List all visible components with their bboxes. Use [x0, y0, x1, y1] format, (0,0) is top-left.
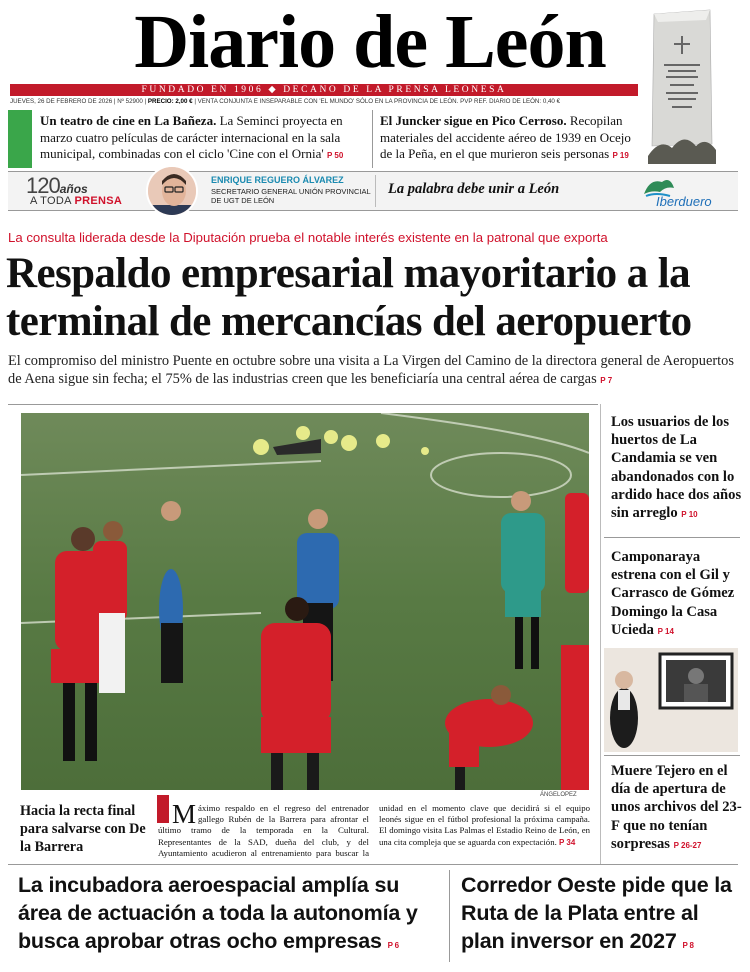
divider	[8, 864, 738, 865]
photo-credit: ÁNGELOPEZ	[540, 792, 577, 798]
divider	[604, 755, 740, 756]
story-title: Camponaraya estrena con el Gil y Carrasco de Gómez Domingo la Casa Ucieda	[611, 549, 735, 638]
anniversary-sub-b: PRENSA	[74, 195, 123, 207]
issue-number: Nº 52900	[117, 98, 143, 105]
person-role: SECRETARIO GENERAL UNIÓN PROVINCIAL DE UGT DE LEÓN	[211, 187, 371, 205]
tagline-bar: FUNDADO EN 1906 ◆ DECANO DE LA PRENSA LEONESA	[10, 84, 638, 96]
sponsor-logo[interactable]	[640, 172, 732, 210]
page-ref: P 50	[326, 151, 344, 160]
training-photo[interactable]	[21, 413, 589, 790]
teaser-text: Recopilan materiales del accidente aéreo de 1939 en Ocejo de la Peña, en el que murieron seis personas	[380, 113, 631, 161]
page-ref: P 26-27	[673, 840, 702, 850]
right-story-tejero[interactable]	[611, 762, 743, 855]
story-title: Los usuarios de los huertos de La Candamia se ven abandonados con lo ardido hace dos años sin arreglo	[611, 414, 742, 522]
price: PRECIO: 2,00 €	[147, 98, 193, 105]
sponsor-mark-icon	[640, 172, 732, 210]
divider	[372, 110, 373, 168]
page-ref: P 19	[612, 151, 629, 160]
sponsor-name: Iberduero	[656, 194, 712, 209]
tejero-photo[interactable]	[604, 648, 738, 752]
photo-story-text: áximo respaldo en el regreso del entrenador gallego Rubén de la Barrera para afrontar el último tramo de la temporada en la Cultural. Representantes de la SAD, dueña del club, y del Ayuntamiento acudieron al entrenamiento para buscar la unidad en el momento clave que decidirá si el equipo leonés sigue en el fútbol profesional la próxima campaña. El domingo visita Las Palmas el Estadio Reino de León, en una cita compleja que se aguarda con expectación.	[158, 803, 590, 858]
teaser-title: El Juncker sigue en Pico Cerroso.	[380, 113, 567, 128]
teaser-juncker[interactable]	[380, 113, 646, 165]
date: JUEVES, 26 DE FEBRERO DE 2026	[10, 98, 113, 105]
anniversary-logo[interactable]	[26, 173, 123, 209]
bottom-story-corredor[interactable]	[461, 871, 741, 960]
right-story-camponaraya[interactable]	[611, 548, 743, 641]
avatar	[146, 165, 198, 217]
lead-kicker: La consulta liderada desde la Diputación prueba el notable interés existente en la patronal que exporta	[8, 230, 608, 245]
anniversary-number: 120	[26, 173, 60, 198]
column-divider	[600, 404, 601, 864]
page-ref: P 34	[559, 837, 576, 847]
photo-caption-title[interactable]: Hacia la recta final para salvarse con De la Barrera	[20, 803, 146, 855]
interview-quote[interactable]: La palabra debe unir a León	[388, 181, 560, 197]
divider	[449, 870, 450, 962]
page-ref: P 10	[681, 510, 698, 520]
anniversary-sub	[30, 195, 122, 207]
anniversary-sub-a: A TODA	[30, 195, 72, 207]
masthead-logo[interactable]: Diario de León	[134, 0, 606, 84]
story-title: Corredor Oeste pide que la Ruta de la Plata entre al plan inversor en 2027	[461, 873, 732, 953]
lead-subhead	[8, 352, 742, 390]
page-ref: P 14	[657, 626, 674, 636]
photo-story-body	[158, 799, 590, 859]
teaser-title: Un teatro de cine en La Bañeza.	[40, 113, 217, 128]
page-ref: P 7	[600, 376, 613, 385]
drop-cap: M	[172, 799, 197, 829]
bottom-story-incubadora[interactable]	[18, 871, 446, 960]
person-name: ENRIQUE REGUERO ÁLVAREZ	[211, 175, 344, 185]
dateline: JUEVES, 26 DE FEBRERO DE 2026 | Nº 52900 | PRECIO: 2,00 € | VENTA CONJUNTA E INSEPARABLE CON 'EL MUNDO' SÓLO EN LA PROVINCIA DE LEÓN. PVP REF. DIARIO DE LEÓN: 0,40 €	[10, 98, 561, 105]
lead-headline[interactable]: Respaldo empresarial mayoritario a la terminal de mercancías del aeropuerto	[6, 250, 692, 345]
right-story-huertos[interactable]	[611, 413, 743, 524]
teaser-cinema[interactable]	[40, 113, 370, 165]
archive-photo-image	[604, 648, 738, 752]
page-ref: P 8	[682, 941, 694, 950]
story-title: Muere Tejero en el día de apertura de unos archivos del 23-F que no tenían sorpresas	[611, 763, 742, 852]
divider	[604, 537, 740, 538]
page-ref: P 6	[387, 941, 399, 950]
teaser-text: La Seminci proyecta en marzo cuatro películas de carácter internacional en la sala municipal, combinadas con el ciclo 'Cine con el Ornia'	[40, 113, 343, 161]
lead-subhead-text: El compromiso del ministro Puente en octubre sobre una visita a La Virgen del Camino de la directora general de Aeropuertos de Aena sigue sin fecha; el 75% de las industrias creen que les beneficiaría una central aérea de cargas	[8, 353, 734, 387]
divider	[375, 175, 376, 207]
anniversary-word: años	[59, 182, 88, 196]
legal-text: VENTA CONJUNTA E INSEPARABLE CON 'EL MUNDO' SÓLO EN LA PROVINCIA DE LEÓN. PVP REF. DIARIO DE LEÓN: 0,40 €	[197, 98, 561, 105]
story-title: La incubadora aeroespacial amplía su área de actuación a toda la autonomía y busca aprobar otras ocho empresas	[18, 873, 418, 953]
football-training-image	[21, 413, 589, 790]
monument-photo	[648, 6, 716, 164]
teaser-thumbnail	[8, 110, 32, 168]
